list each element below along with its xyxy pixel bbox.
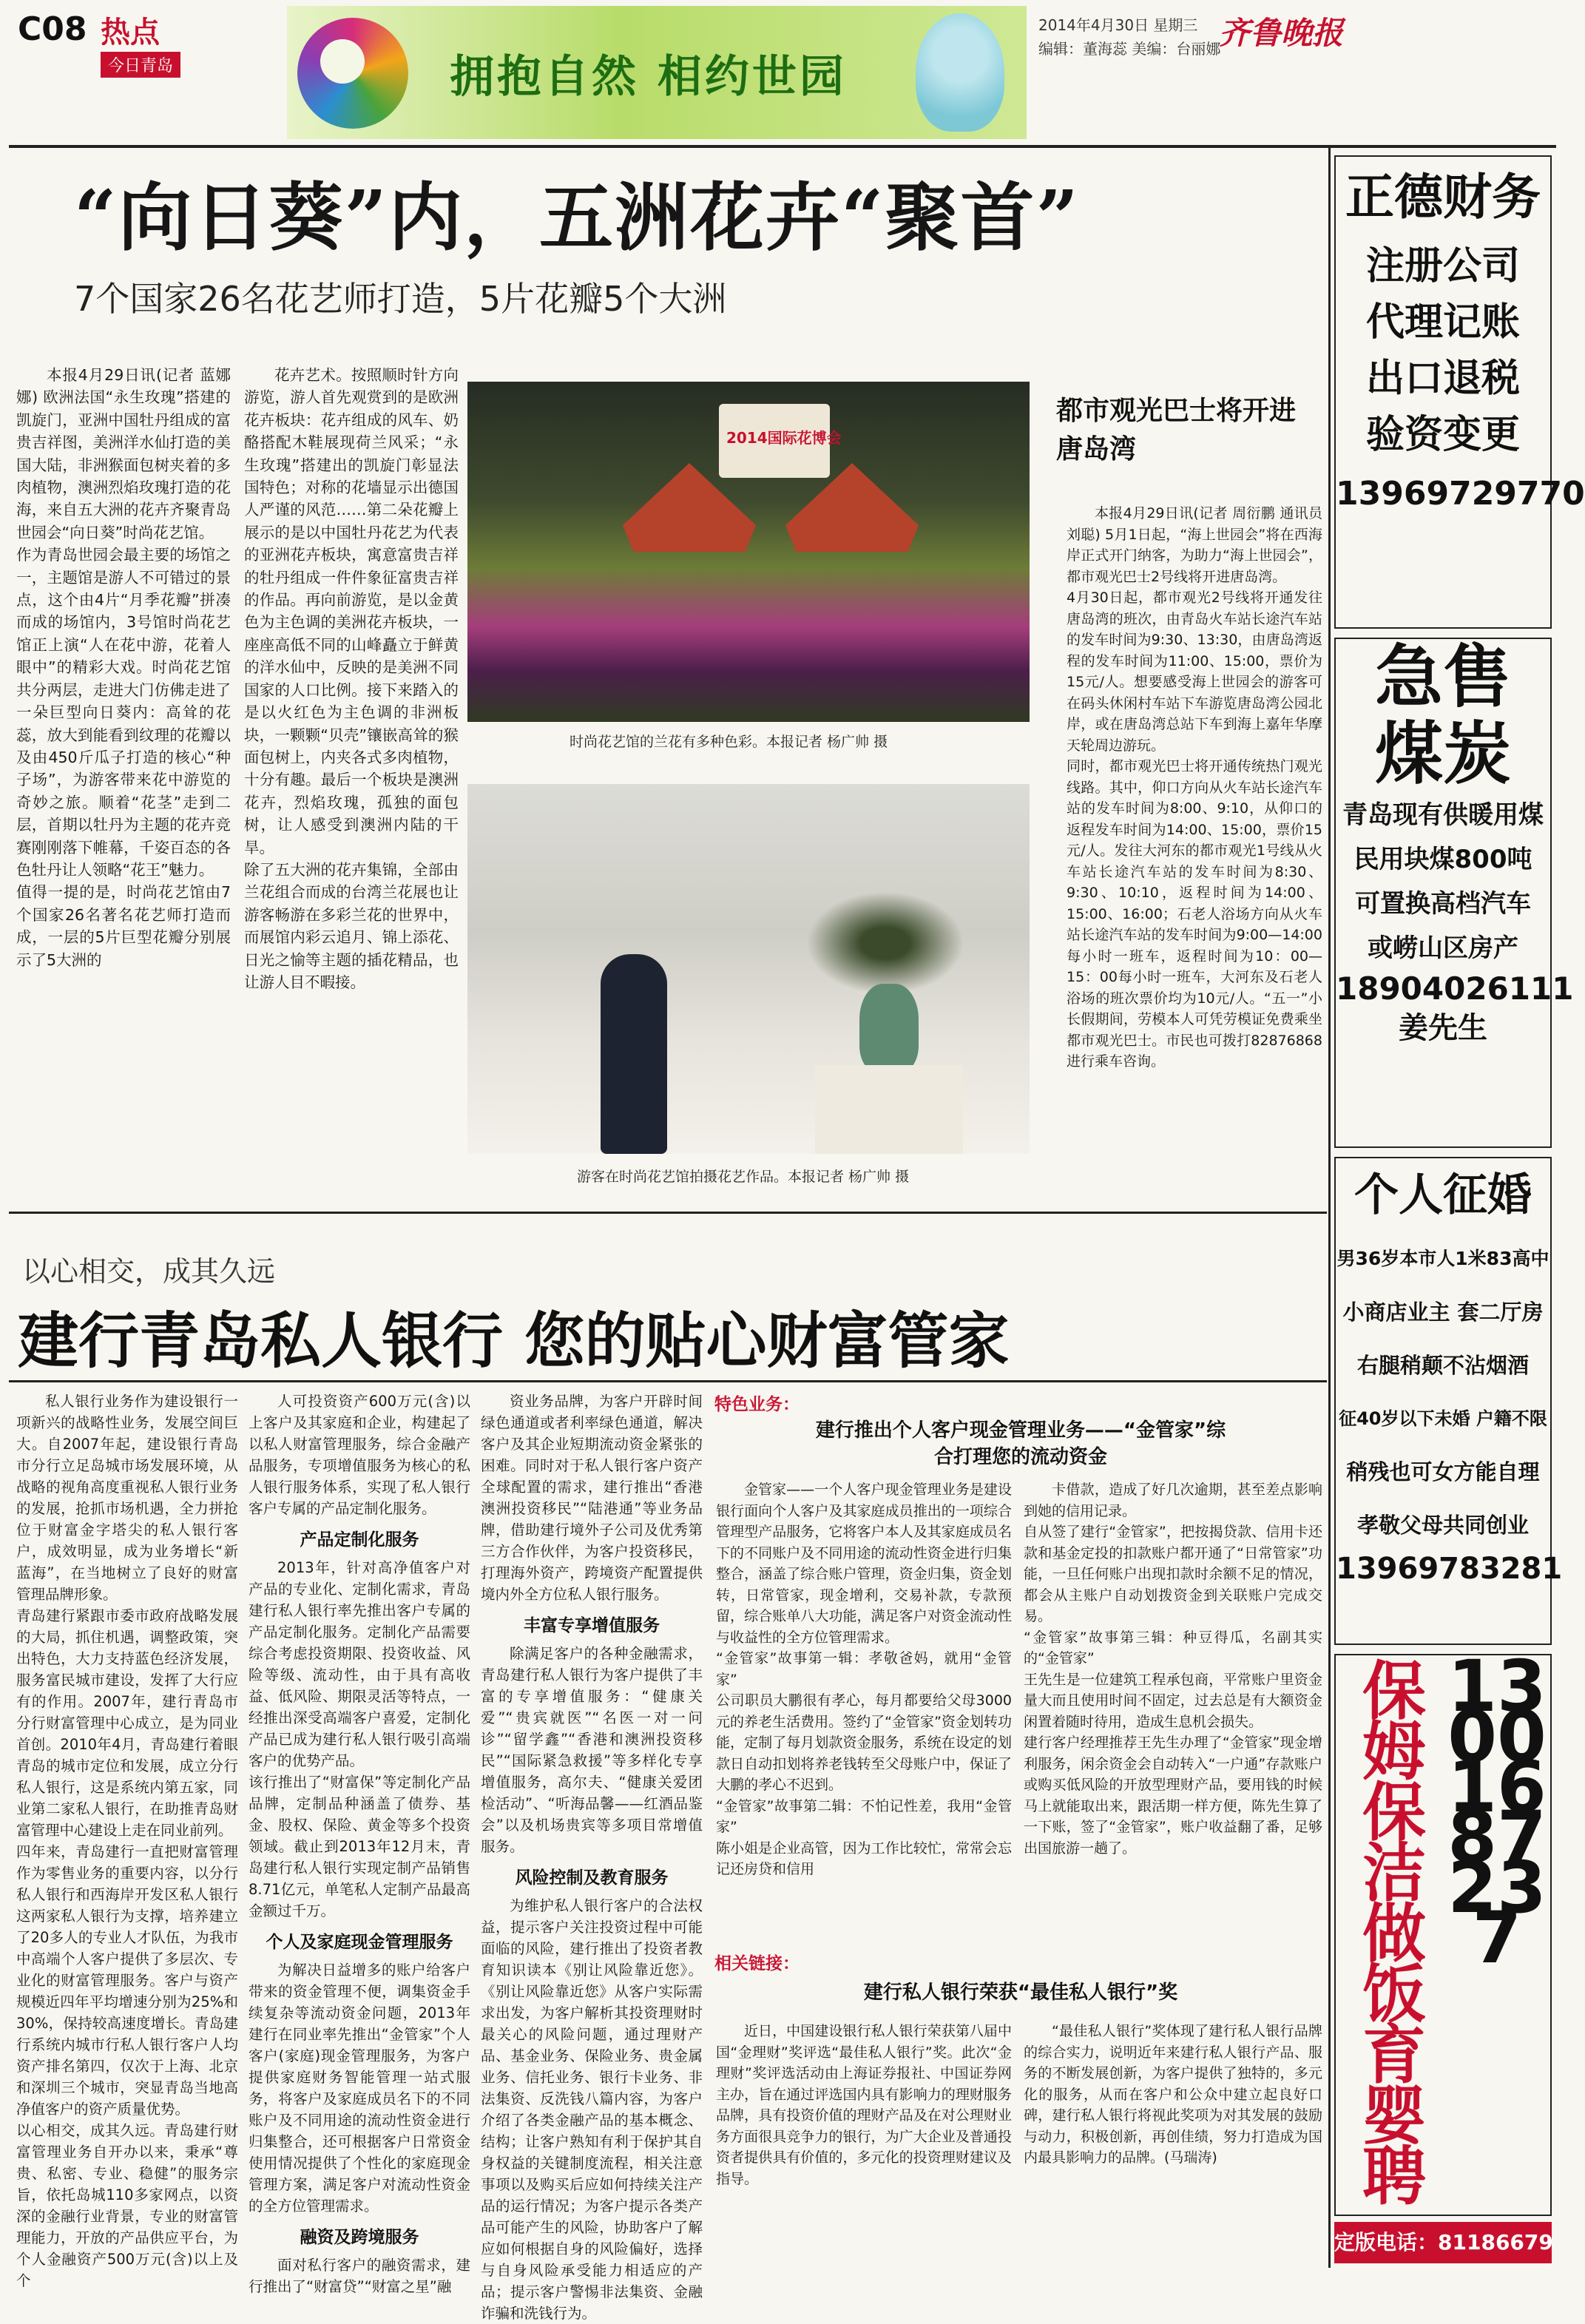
main-headline: “向日葵”内，五洲花卉“聚首” [74,174,1081,261]
ad-marriage-line2: 小商店业主 套二厅房 [1342,1300,1544,1325]
page-code: C08 [18,10,87,48]
ad-marriage-line4: 征40岁以下未婚 户籍不限 [1339,1408,1547,1429]
expo-banner [287,6,1027,139]
main-subhead: 7个国家26名花艺师打造，5片花瓣5个大洲 [74,279,727,319]
editor-credits: 编辑：董海蕊 美编：台丽娜 [1038,40,1221,58]
side-article-text: 本报4月29日讯(记者 周衍鹏 通讯员 刘聪) 5月1日起，“海上世园会”将在西海岸正式开门纳客，为助力“海上世园会”，都市观光巴士2号线将开进唐岛湾。 4月30日起，都市观光2号线将开通发往唐岛湾的班次，由青岛火车站长途汽车站的发车时间为9:30、13:30，由唐岛湾返程的发车时间为11:00、15:00，票价为15元/人。想要感受海上世园会的游客可在码头休闲村车站下车游览唐岛湾公园北岸，或在唐岛湾总站下车到海上嘉年华摩天轮周边游玩。 同时，都市观光巴士将开通传统热门观光线路。其中，仰口方向从火车站长途汽车站的发车时间为8:00、9:10，从仰口的返程发车时间为14:00、15:00，票价15元/人。发往大河东的都市观光1号线从火车站长途汽车站的发车时间为8:30、9:30、10:10，返程时间为14:00、15:00、16:00；石老人浴场方向从火车站长途汽车站的发车时间为9:00—14:00每小时一班车，返程时间为10：00—15：00每小时一班车，大河东及石老人浴场的班次票价均为10元/人。“五一”小长假期间，劳模本人可凭劳模证免费乘坐都市观光巴士。市民也可拨打82876868进行乘车咨询。 [1067,505,1322,1070]
ad-accounting-line3: 出口退税 [1365,357,1520,401]
ad-marriage-phone: 13969783281 [1336,1552,1563,1586]
celadon-vase [859,984,919,1073]
ad-coal-contact: 姜先生 [1399,1011,1487,1045]
section-label: 热点 [101,16,160,50]
ad-accounting-title: 正德财务 [1345,169,1541,226]
expo-sign-text: 2014国际花博会 [726,429,842,447]
award-col1 [716,2021,1012,2265]
ad-coal-line3: 可置换高档汽车 [1355,889,1531,919]
ad-coal [1334,638,1574,1148]
feature-col1-text: 金管家——一个人客户现金管理业务是建设银行面向个人客户及其家庭成员推出的一项综合管理型产品服务，它将客户本人及其家庭成员名下的不同账户及不同用途的流动性资金进行归集整合，涵盖了综合账户管理，资金归集，资金划转，日常管家，现金增利，交易补款，专款预留，综合账单八大功能，满足客户对资金流动性与收益性的全方位管理需求。 “金管家”故事第一辑：孝敬爸妈，就用“金管家” 公司职员大鹏很有孝心，每月都要给父母3000元的养老生活费用。签约了“金管家”资金划转功能，定制了每月划款资金服务，系统在设定的划款日自动扣划将养老钱转至父母账户中，保证了大鹏的孝心不迟到。 “金管家”故事第二辑：不怕记性差，我用“金管家” 陈小姐是企业高管，因为工作比较忙，常常会忘记还房贷和信用 [716,1482,1012,1877]
bank-col2c-text: 为解决日益增多的账户给客户带来的资金管理不便，调集资金手续复杂等流动资金问题，2013年建行在同业率先推出“金管家”个人客户(家庭)现金管理服务，为客户提供家庭财务智能管理一站式服务，将客户及家庭成员名下的不同账户及不同用途的流动性资金进行归集整合，还可根据客户日常资金使用情况提供了个性化的家庭现金管理方案，满足客户对流动性资金的全方位管理需求。 [249,1962,470,2215]
bank-headline-rule [9,1380,1327,1382]
ad-hotline-label: 定版电话： [1334,2230,1439,2254]
bank-col1-text: 私人银行业务作为建设银行一项新兴的战略性业务，发展空间巨大。自2007年起，建设银行青岛市分行立足岛城市场发展环境，从战略的视角高度重视私人银行业务的发展，抢抓市场机遇，全力拼抢位于财富金字塔尖的私人银行客户，成效明显，成为业务增长“新蓝海”，在当地树立了良好的财富管理品牌形象。 青岛建行紧跟市委市政府战略发展的大局，抓住机遇，调整政策，突出特色，大力支持蓝色经济发展，服务富民城市建设，发挥了大行应有的作用。2007年，建行青岛市分行财富管理中心成立，是为同业首创。2010年4月，青岛建行着眼青岛的城市定位和发展，成立分行私人银行，这是系统内第五家，同业第二家私人银行，在助推青岛财富管理中心建设上走在同业前列。 四年来，青岛建行一直把财富管理作为零售业务的重要内容，以分行私人银行和西海岸开发区私人银行这两家私人银行为支撑，培养建立了20多人的专业人才队伍，为我市中高端个人客户提供了多层次、专业化的财富管理服务。客户与资产规模近四年平均增速分别为25%和30%，保持较高速度增长。青岛建行系统内城市行私人银行客户人均资产排名第四，仅次于上海、北京和深圳三个城市，突显青岛当地高净值客户的资产质量优势。 以心相交，成其久远。青岛建行财富管理业务自开办以来，秉承“尊贵、私密、专业、稳健”的服务宗旨，依托岛城110多家网点，以资深的金融行业背景，专业的财富管理能力，开放的产品供应平台，为个人金融资产500万元(含)以上及个 [16,1393,238,2289]
ad-coal-line4: 或崂山区房产 [1368,933,1518,963]
award-col2-text: “最佳私人银行”奖体现了建行私人银行品牌的综合实力，说明近年来建行私人银行产品、服务的不断发展创新，为客户提供了独特的，多元化的服务，从而在客户和公众中建立起良好口碑，建行私人银行将视此奖项为对其发展的鼓励与动力，积极创新，再创佳绩，努力打造成为国内最具影响力的品牌。(马瑞涛) [1024,2023,1322,2166]
bank-col2b-text: 2013年，针对高净值客户对产品的专业化、定制化需求，青岛建行私人银行率先推出客户专属的产品定制化服务。定制化产品需要综合考虑投资期限、投资收益、风险等级、流动性，由于具有高收益、低风险、期限灵活等特点，一经推出深受高端客户喜爱，定制化产品已成为建行私人银行吸引高端客户的优势产品。 该行推出了“财富保”等定制化产品品牌，定制品种涵盖了债券、基金、股权、保险、黄金等多个投资领域。截止到2013年12月末，青岛建行私人银行实现定制产品销售8.71亿元，单笔私人定制产品最高金额过千万。 [249,1559,470,1919]
ad-hotline-phone: 81186679 [1438,2230,1553,2254]
ad-nanny-vertical-phone: 13001687237 [1447,1645,1547,1979]
section-divider [9,1212,1327,1214]
bonsai-arrangement [800,888,970,999]
related-link-tag: 相关链接： [714,1954,800,1973]
ad-marriage-line5: 稍残也可女方能自理 [1346,1459,1540,1484]
ad-coal-title1: 急售 [1374,638,1511,717]
award-col2 [1024,2021,1322,2265]
feature-col2 [1024,1479,1322,1938]
ad-coal-line2: 民用块煤800吨 [1353,845,1532,874]
display-plinth [815,1065,963,1154]
bank-col3a-text: 资业务品牌，为客户开辟时间绿色通道或者利率绿色通道，解决客户及其企业短期流动资金紧张的困难。同时对于私人银行客户资产全球配置的需求，建行推出“香港澳洲投资移民”“陆港通”等业务品牌，借助建行境外子公司及优秀第三方合作伙伴，为客户投资移民，打理海外资产，跨境资产配置提供境内外全方位私人银行服务。 [481,1393,703,1603]
ad-marriage-title: 个人征婚 [1354,1169,1532,1221]
feature-tag: 特色业务： [714,1395,800,1414]
feature-title: 建行推出个人客户现金管理业务——“金管家”综合打理您的流动资金 [815,1419,1226,1468]
award-col1-text: 近日，中国建设银行私人银行荣获第八届中国“金理财”奖评选“最佳私人银行”奖。此次“金理财”奖评选活动由上海证券报社、中国证券网主办，旨在通过评选国内具有影响力的理财服务品牌，具有投资价值的理财产品及在对公理财业务方面很具竞争力的银行，为广大企业及普通投资者提供具有价值的，多元化的投资理财建议及指导。 [716,2023,1012,2187]
bank-col2a-text: 人可投资资产600万元(含)以上客户及其家庭和企业，构建起了以私人财富管理服务，综合金融产品服务，专项增值服务为核心的私人银行服务体系，实现了私人银行客户专属的产品定制化服务。 [249,1393,470,1517]
header-rule [9,145,1556,148]
bank-subhead-cash: 个人及家庭现金管理服务 [266,1933,453,1952]
main-col2-text: 花卉艺术。按照顺时针方向游览，游人首先观赏到的是欧洲花卉板块：花卉组成的风车、奶酪搭配木鞋展现荷兰风采；“永生玫瑰”搭建出的凯旋门彰显法国特色；对称的花墙显示出德国人严谨的风范……第二朵花瓣上展示的是以中国牡丹花艺为代表的亚洲花卉板块，寓意富贵吉祥的牡丹组成一件件象征富贵吉祥的作品。再向前游览，是以金黄色为主色调的美洲花卉板块，一座座高低不同的山峰矗立于鲜黄的洋水仙中，反映的是美洲不同国家的人口比例。接下来踏入的是以火红色为主色调的非洲板块，一颗颗“贝壳”镶嵌高耸的猴面包树上，内夹各式多肉植物，十分有趣。最后一个板块是澳洲花卉，烈焰玫瑰，孤独的面包树，让人感受到澳洲内陆的干旱。 除了五大洲的花卉集锦，全部由兰花组合而成的台湾兰花展也让游客畅游在多彩兰花的世界中，而展馆内彩云追月、锦上添花、日光之愉等主题的插花精品，也让游人目不暇接。 [244,366,459,991]
ad-accounting-line1: 注册公司 [1365,244,1520,288]
ad-coal-phone: 18904026111 [1336,970,1574,1007]
feature-col2-text: 卡借款，造成了好几次逾期，甚至差点影响到她的信用记录。 自从签了建行“金管家”，把按揭贷款、信用卡还款和基金定投的扣款账户都开通了“日常管家”功能，一旦任何账户出现扣款时余额不足的情况，都会从主账户自动划拨资金到关联账户完成交易。 “金管家”故事第三辑：种豆得瓜，名副其实的“金管家” 王先生是一位建筑工程承包商，平常账户里资金量大而且使用时间不固定，过去总是有大额资金闲置着随时待用，造成生息机会损失。 建行客户经理推荐王先生办理了“金管家”现金增利服务，闲余资金会自动转入“一户通”存款账户或购买低风险的开放型理财产品，要用钱的时候马上就能取出来，跟活期一样方便，陈先生算了一下账，签了“金管家”，账户收益翻了番，足够出国旅游一趟了。 [1024,1482,1322,1857]
bank-kicker: 以心相交，成其久远 [22,1255,276,1288]
side-article-title: 都市观光巴士将开进唐岛湾 [1056,396,1297,465]
visitor-photo [467,784,1030,1154]
ad-accounting-line4: 验资变更 [1365,413,1520,457]
photo1-caption: 时尚花艺馆的兰花有多种色彩。本报记者 杨广帅 摄 [570,734,888,750]
bank-col2d-text: 面对私行客户的融资需求，建行推出了“财富贷”“财富之星”融 [249,2257,470,2295]
ad-hotline-bar [1334,2222,1552,2263]
main-article-col1 [16,364,231,1196]
issue-date: 2014年4月30日 星期三 [1038,16,1198,34]
expo-logo-center [320,39,365,84]
bank-col3c-text: 为维护私人银行客户的合法权益，提示客户关注投资过程中可能面临的风险，建行推出了投资者教育知识读本《别让风险靠近您》。《别让风险靠近您》从客户实际需求出发，为客户解析其投资理财时最关心的风险问题，通过理财产品、基金业务、保险业务、贵金属业务、信托业务、银行卡业务、非法集资、反洗钱八篇内容，为客户介绍了各类金融产品的基本概念、结构；让客户熟知有利于保护其自身权益的关键制度流程，相关注意事项以及购买后应如何持续关注产品的运行情况；为客户提示各类产品可能产生的风险，协助客户了解应如何根据自身的风险偏好，选择与自身风险承受能力相适应的产品；提示客户警惕非法集资、金融诈骗和洗钱行为。 [481,1897,703,2322]
visitor-figure [601,954,667,1154]
ad-coal-title2: 煤炭 [1374,715,1511,794]
subsection-label: 今日青岛 [101,52,180,78]
bank-headline: 建行青岛私人银行 您的贴心财富管家 [18,1305,1010,1377]
award-title: 建行私人银行荣获“最佳私人银行”奖 [863,1982,1178,2004]
bank-subhead-value-added: 丰富专享增值服务 [524,1616,660,1635]
feature-col1 [716,1479,1012,1938]
bank-col2 [249,1391,470,2295]
ad-marriage-line1: 男36岁本市人1米83高中 [1336,1248,1549,1269]
ad-nanny-vertical-text: 保姆保洁做饭育婴聘 [1362,1655,1426,2214]
bank-subhead-customized: 产品定制化服务 [300,1530,419,1550]
side-article-body [1067,503,1322,1206]
ad-accounting-line2: 代理记账 [1365,300,1520,345]
ad-accounting-phone: 13969729770 [1336,475,1585,513]
ad-accounting [1334,155,1585,629]
expo-mascot-icon [916,13,1004,132]
ad-marriage-line3: 右腿稍颠不沾烟酒 [1356,1353,1529,1378]
bank-col3b-text: 除满足客户的各种金融需求，青岛建行私人银行为客户提供了丰富的专享增值服务：“健康关爱”“贵宾就医”“名医一对一问诊”“留学鑫”“香港和澳洲投资移民”“国际紧急救援”等多样化专享增值服务，高尔夫、“健康关爱团检活动”、“听海品馨——红酒品鉴会”以及机场贵宾等多项目常增值服务。 [481,1645,703,1855]
banner-slogan: 拥抱自然 相约世园 [450,51,847,103]
bank-subhead-risk: 风险控制及教育服务 [515,1868,669,1888]
newspaper-logo: 齐鲁晚报 [1219,15,1344,51]
photo2-caption: 游客在时尚花艺馆拍摄花艺作品。本报记者 杨广帅 摄 [577,1169,910,1185]
orchid-display-photo [467,382,1030,722]
bank-col3 [481,1391,703,2322]
bank-subhead-financing: 融资及跨境服务 [300,2228,419,2247]
main-article-col2 [244,364,459,1196]
ad-coal-line1: 青岛现有供暖用煤 [1342,800,1544,830]
ad-marriage-line6: 孝敬父母共同创业 [1356,1513,1529,1538]
ad-nanny [1334,1645,1552,2216]
ad-marriage [1334,1157,1563,1645]
bank-col1 [16,1391,238,2289]
ads-column-divider [1328,145,1331,2268]
main-col1-text: 本报4月29日讯(记者 蓝娜娜) 欧洲法国“永生玫瑰”搭建的凯旋门，亚洲中国牡丹组成的富贵吉祥图，美洲洋水仙打造的美国大陆，非洲猴面包树夹着的多肉植物，澳洲烈焰玫瑰打造的花海，来自五大洲的花卉齐聚青岛世园会“向日葵”时尚花艺馆。 作为青岛世园会最主要的场馆之一，主题馆是游人不可错过的景点，这个由4片“月季花瓣”拼凑而成的场馆内，3号馆时尚花艺馆正上演“人在花中游，花着人眼中”的精彩大戏。时尚花艺馆共分两层，走进大门仿佛走进了一朵巨型向日葵内：高耸的花蕊，放大到能看到纹理的花瓣以及由450斤瓜子打造的核心“种子场”，为游客带来花中游览的奇妙之旅。顺着“花茎”走到二层，首期以牡丹为主题的花卉竞赛刚刚落下帷幕，千姿百态的各色牡丹让人领略“花王”魅力。 值得一提的是，时尚花艺馆由7个国家26名著名花艺师打造而成，一层的5片巨型花瓣分别展示了5大洲的 [16,366,231,969]
